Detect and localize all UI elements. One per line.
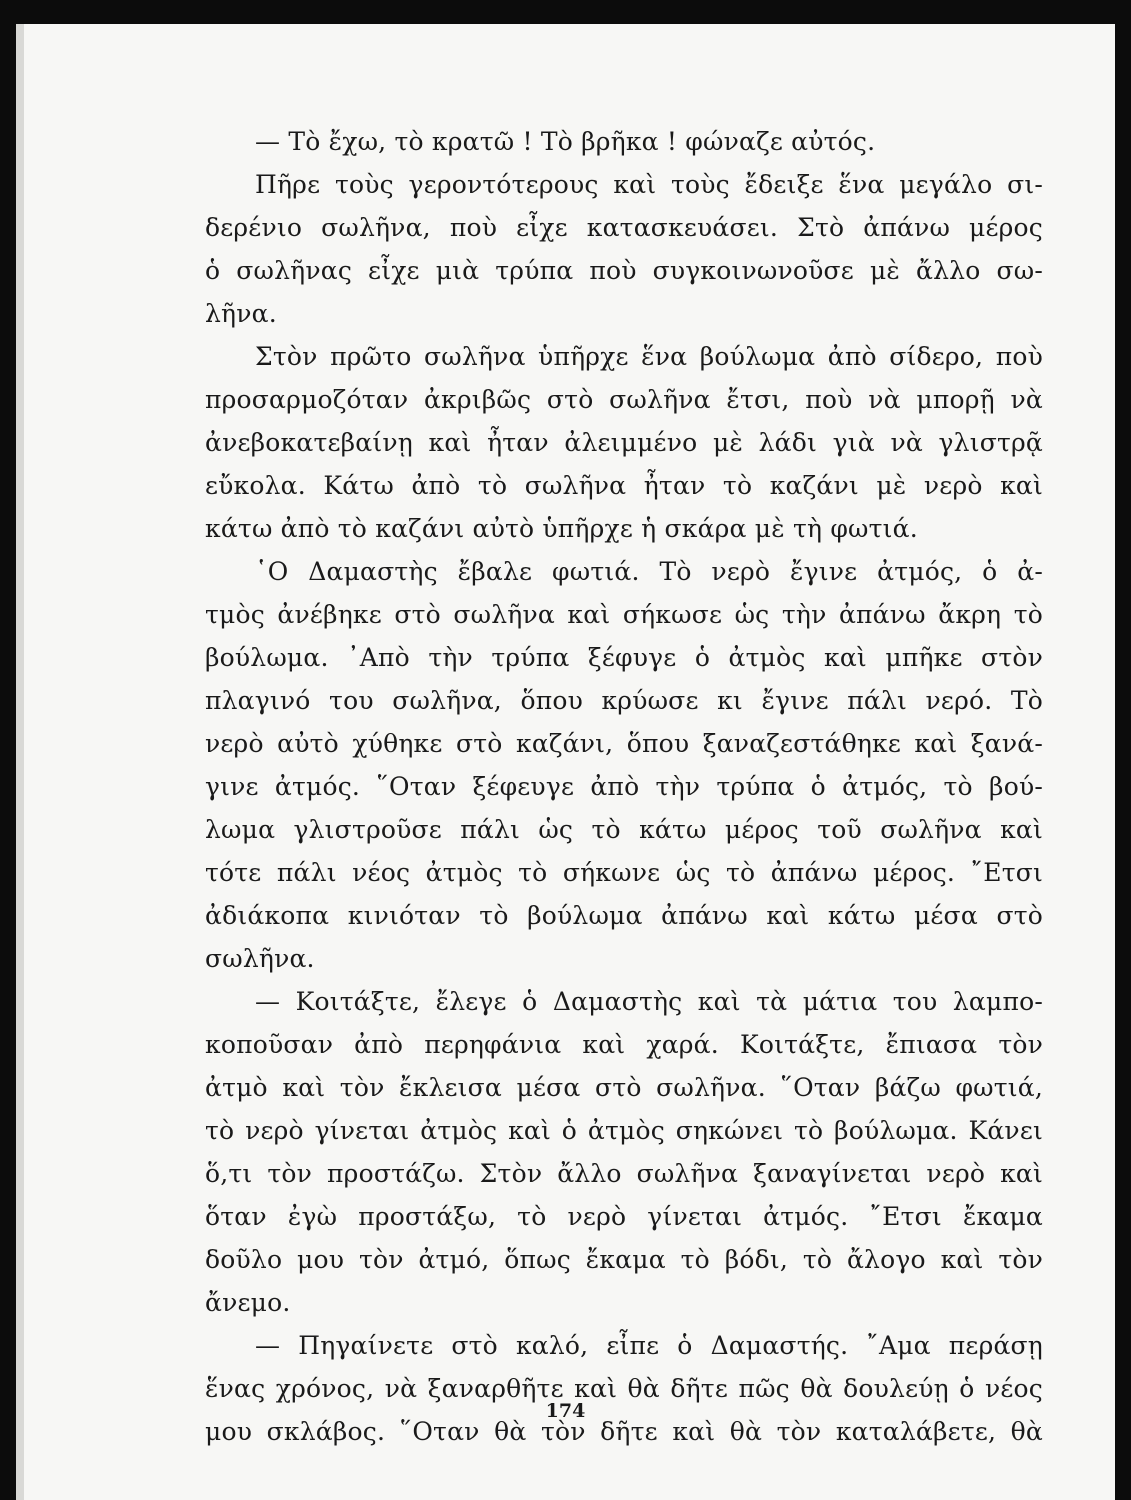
text-line: τμὸς ἀνέβηκε στὸ σωλῆνα καὶ σήκωσε ὡς τὴν ἀπάνω ἄκρη τὸ [205, 600, 1043, 629]
text-line: Πῆρε τοὺς γεροντότερους καὶ τοὺς ἔδειξε ἕνα μεγάλο σι- [255, 170, 1043, 199]
text-line: — Τὸ ἔχω, τὸ κρατῶ ! Τὸ βρῆκα ! φώναζε αὐτός. [255, 127, 876, 156]
text-line: ἕνας χρόνος, νὰ ξαναρθῆτε καὶ θὰ δῆτε πῶς θὰ δουλεύῃ ὁ νέος [205, 1374, 1043, 1403]
text-line: ἀδιάκοπα κινιόταν τὸ βούλωμα ἀπάνω καὶ κάτω μέσα στὸ [205, 901, 1043, 930]
text-line: εὔκολα. Κάτω ἀπὸ τὸ σωλῆνα ἦταν τὸ καζάνι μὲ νερὸ καὶ [205, 471, 1043, 500]
text-line: κοποῦσαν ἀπὸ περηφάνια καὶ χαρά. Κοιτάξτε, ἔπιασα τὸν [205, 1030, 1043, 1059]
text-line: λωμα γλιστροῦσε πάλι ὡς τὸ κάτω μέρος τοῦ σωλῆνα καὶ [205, 815, 1043, 844]
page-number: 174 [545, 1400, 586, 1422]
text-line: μου σκλάβος. ῞Οταν θὰ τὸν δῆτε καὶ θὰ τὸν καταλάβετε, θὰ [205, 1417, 1043, 1446]
text-line: τότε πάλι νέος ἀτμὸς τὸ σήκωνε ὡς τὸ ἀπάνω μέρος. ῎Ετσι [205, 858, 1043, 887]
text-line: ὅ,τι τὸν προστάζω. Στὸν ἄλλο σωλῆνα ξαναγίνεται νερὸ καὶ [205, 1159, 1043, 1188]
body-text [205, 120, 1043, 1453]
text-line: σωλῆνα. [205, 944, 315, 973]
text-line: δοῦλο μου τὸν ἀτμό, ὅπως ἔκαμα τὸ βόδι, τὸ ἄλογο καὶ τὸν [205, 1245, 1043, 1274]
text-line: τὸ νερὸ γίνεται ἀτμὸς καὶ ὁ ἀτμὸς σηκώνει τὸ βούλωμα. Κάνει [205, 1116, 1043, 1145]
text-line: βούλωμα. ᾿Απὸ τὴν τρύπα ξέφυγε ὁ ἀτμὸς καὶ μπῆκε στὸν [205, 643, 1043, 672]
text-line: ὅταν ἐγὼ προστάξω, τὸ νερὸ γίνεται ἀτμός. ῎Ετσι ἔκαμα [205, 1202, 1043, 1231]
text-line: — Κοιτάξτε, ἔλεγε ὁ Δαμαστὴς καὶ τὰ μάτια του λαμπο- [255, 987, 1043, 1016]
text-line: λῆνα. [205, 299, 277, 328]
text-line: ἀτμὸ καὶ τὸν ἔκλεισα μέσα στὸ σωλῆνα. ῞Οταν βάζω φωτιά, [205, 1073, 1043, 1102]
text-line: ἄνεμο. [205, 1288, 291, 1317]
text-line: ὁ σωλῆνας εἶχε μιὰ τρύπα ποὺ συγκοινωνοῦσε μὲ ἄλλο σω- [205, 256, 1043, 285]
text-line: κάτω ἀπὸ τὸ καζάνι αὐτὸ ὑπῆρχε ἡ σκάρα μὲ τὴ φωτιά. [205, 514, 918, 543]
text-line: ἀνεβοκατεβαίνῃ καὶ ἦταν ἀλειμμένο μὲ λάδι γιὰ νὰ γλιστρᾷ [205, 428, 1043, 457]
text-line: πλαγινό του σωλῆνα, ὅπου κρύωσε κι ἔγινε πάλι νερό. Τὸ [205, 686, 1043, 715]
text-line: προσαρμοζόταν ἀκριβῶς στὸ σωλῆνα ἔτσι, ποὺ νὰ μπορῇ νὰ [205, 385, 1043, 414]
text-line: Στὸν πρῶτο σωλῆνα ὑπῆρχε ἕνα βούλωμα ἀπὸ σίδερο, ποὺ [255, 342, 1043, 371]
text-line: ῾Ο Δαμαστὴς ἔβαλε φωτιά. Τὸ νερὸ ἔγινε ἀτμός, ὁ ἀ- [255, 557, 1043, 586]
text-line: γινε ἀτμός. ῞Οταν ξέφευγε ἀπὸ τὴν τρύπα ὁ ἀτμός, τὸ βού- [205, 772, 1043, 801]
text-line: νερὸ αὐτὸ χύθηκε στὸ καζάνι, ὅπου ξαναζεστάθηκε καὶ ξανά- [205, 729, 1043, 758]
text-line: — Πηγαίνετε στὸ καλό, εἶπε ὁ Δαμαστής. ῎Αμα περάσῃ [255, 1331, 1043, 1360]
text-line: δερένιο σωλῆνα, ποὺ εἶχε κατασκευάσει. Στὸ ἀπάνω μέρος [205, 213, 1043, 242]
